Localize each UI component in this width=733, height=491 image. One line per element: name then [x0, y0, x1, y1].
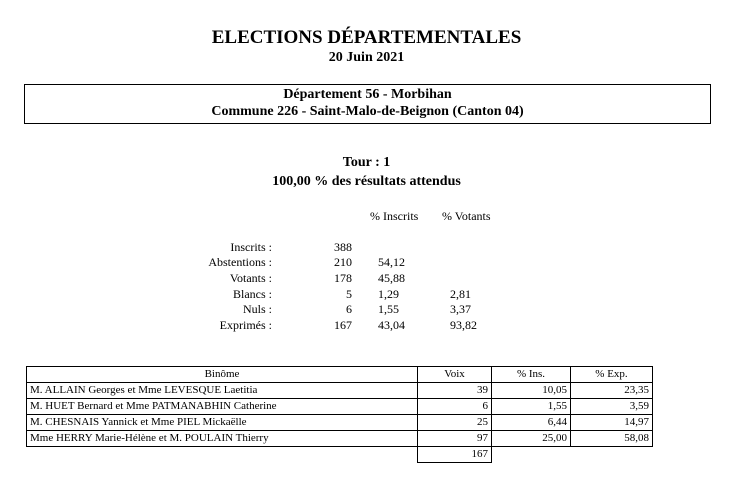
header-pct-ins: % Ins.	[492, 367, 571, 383]
binome-name: M. CHESNAIS Yannick et Mme PIEL Mickaëlle	[27, 415, 418, 431]
pct-exp-value: 14,97	[571, 415, 653, 431]
voix-value: 25	[418, 415, 492, 431]
total-spacer	[27, 447, 418, 463]
results-table	[26, 366, 653, 463]
location-box	[24, 84, 711, 124]
election-date: 20 Juin 2021	[328, 50, 405, 65]
voix-value: 39	[418, 383, 492, 399]
table-header-row	[27, 367, 653, 383]
pct-inscrits-header: % Inscrits	[370, 209, 419, 223]
header-pct-exp: % Exp.	[571, 367, 653, 383]
stat-pct-votants: 2,81	[450, 287, 471, 301]
pct-ins-value: 1,55	[492, 399, 571, 415]
voix-value: 97	[418, 431, 492, 447]
stat-count: 5	[346, 287, 352, 301]
pct-exp-value: 3,59	[571, 399, 653, 415]
pct-exp-value: 58,08	[571, 431, 653, 447]
stat-count: 210	[334, 255, 352, 269]
total-voix: 167	[418, 447, 492, 463]
binome-name: M. HUET Bernard et Mme PATMANABHIN Catherine	[27, 399, 418, 415]
stat-label: Nuls :	[242, 302, 272, 316]
stat-count: 178	[334, 271, 352, 285]
stat-count: 167	[334, 318, 352, 332]
voix-value: 6	[418, 399, 492, 415]
stat-pct-inscrits: 1,55	[378, 302, 399, 316]
stat-label: Votants :	[229, 271, 272, 285]
commune-label: Commune 226 - Saint-Malo-de-Beignon (Canton 04)	[211, 104, 524, 119]
stat-label: Abstentions :	[208, 255, 272, 269]
binome-name: M. ALLAIN Georges et Mme LEVESQUE Laetitia	[27, 383, 418, 399]
total-row	[27, 447, 653, 463]
pct-votants-header: % Votants	[442, 209, 491, 223]
header-voix: Voix	[418, 367, 492, 383]
page-title: ELECTIONS DÉPARTEMENTALES	[211, 27, 522, 48]
stat-pct-votants: 93,82	[450, 318, 477, 332]
total-spacer	[571, 447, 653, 463]
stat-count: 6	[346, 302, 352, 316]
stat-label: Exprimés :	[219, 318, 272, 332]
pct-ins-value: 10,05	[492, 383, 571, 399]
departement-label: Département 56 - Morbihan	[283, 87, 452, 102]
stat-label: Inscrits :	[230, 240, 272, 254]
stat-pct-inscrits: 45,88	[378, 271, 405, 285]
table-row	[27, 399, 653, 415]
total-spacer	[492, 447, 571, 463]
stat-label: Blancs :	[233, 287, 272, 301]
stat-count: 388	[334, 240, 352, 254]
table-row	[27, 431, 653, 447]
pct-ins-value: 25,00	[492, 431, 571, 447]
header-binome: Binôme	[27, 367, 418, 383]
stat-pct-inscrits: 43,04	[378, 318, 405, 332]
stat-pct-inscrits: 54,12	[378, 255, 405, 269]
stat-pct-votants: 3,37	[450, 302, 471, 316]
stat-pct-inscrits: 1,29	[378, 287, 399, 301]
results-progress: 100,00 % des résultats attendus	[272, 174, 461, 189]
tour-label: Tour : 1	[342, 155, 391, 170]
pct-ins-value: 6,44	[492, 415, 571, 431]
table-row	[27, 415, 653, 431]
pct-exp-value: 23,35	[571, 383, 653, 399]
binome-name: Mme HERRY Marie-Hélène et M. POULAIN Thierry	[27, 431, 418, 447]
table-row	[27, 383, 653, 399]
